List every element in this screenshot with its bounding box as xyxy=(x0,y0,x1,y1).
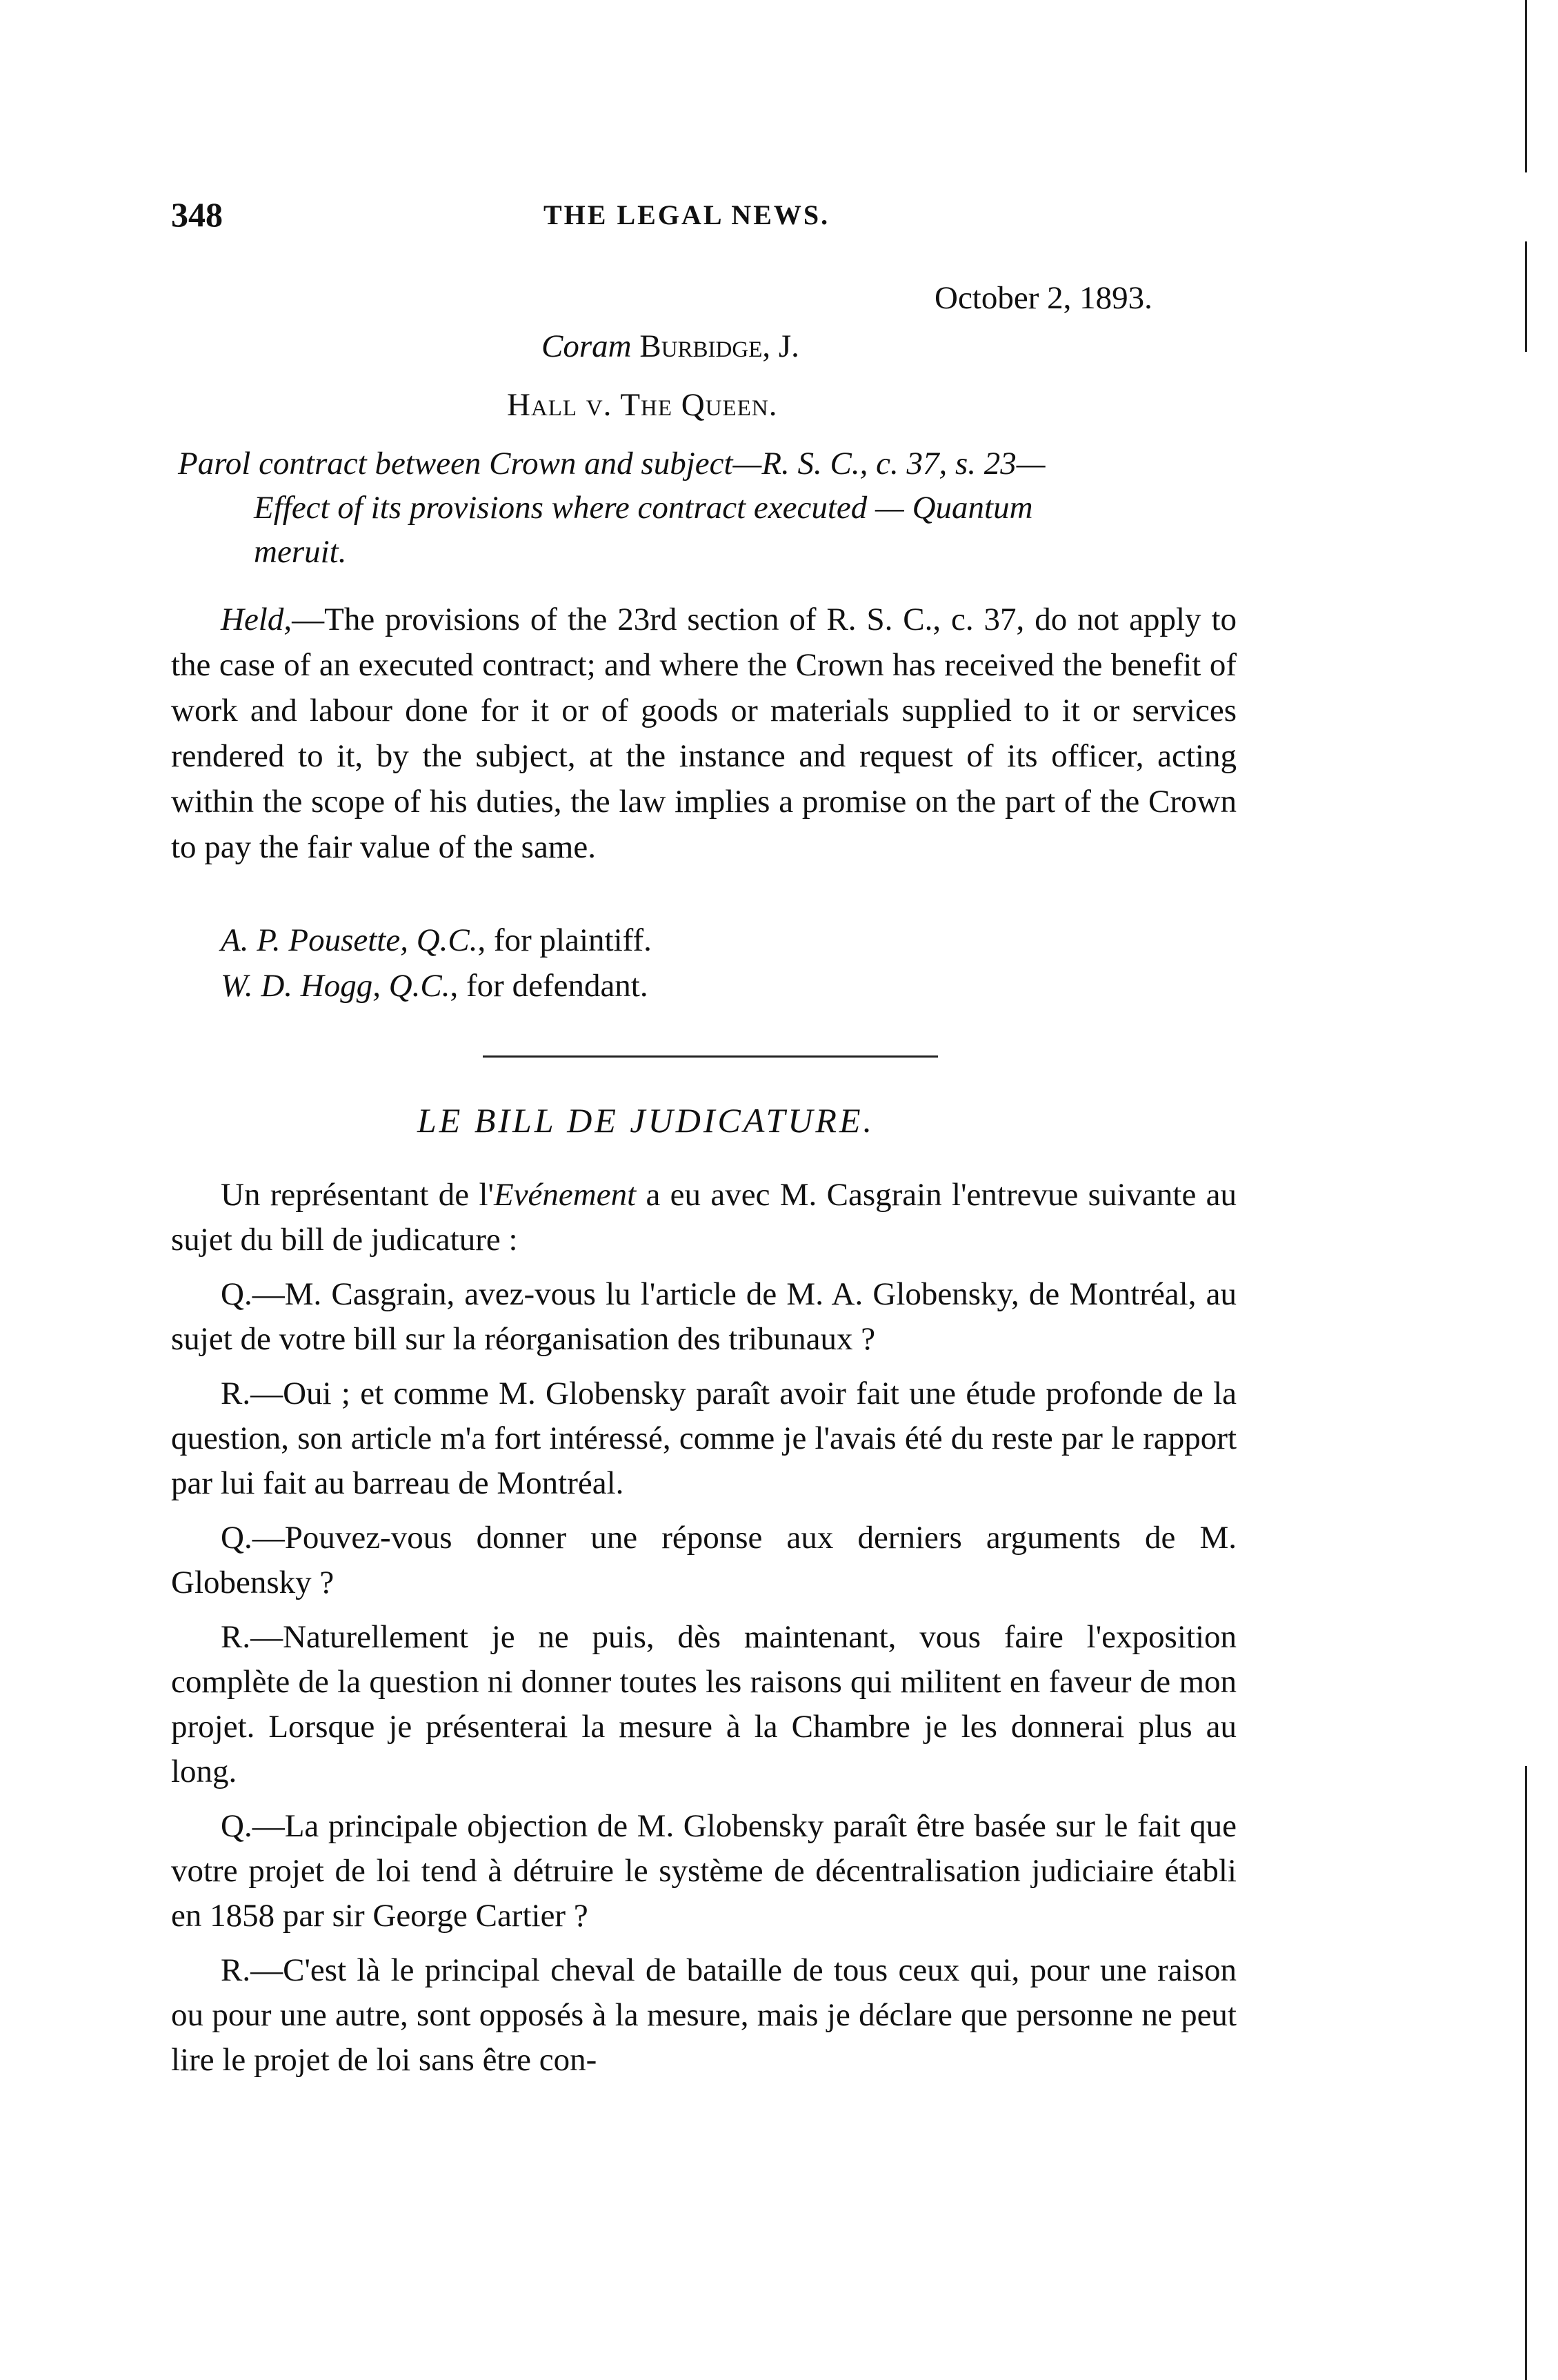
interview-paragraph: Q.—Pouvez-vous donner une réponse aux derniers arguments de M. Globensky ? xyxy=(171,1520,1237,1600)
coram-prefix: Coram xyxy=(541,328,632,364)
headnote xyxy=(178,442,1237,574)
article-body xyxy=(171,1173,1237,2092)
coram-judge: Burbidge, J. xyxy=(639,328,799,364)
held-label: Held, xyxy=(221,602,292,637)
intro-text: Un représentant de l' xyxy=(221,1177,494,1213)
article-intro xyxy=(171,1173,1237,1262)
newspaper-name: Evénement xyxy=(493,1177,637,1213)
case-title: Hall v. The Queen. xyxy=(507,387,778,423)
held-text: —The provisions of the 23rd section of R. S. C., c. 37, do not apply to the case of an executed contract; and where the Crown has received the benefit of work and labour done for it or of goods or materials supplied to it or services rendered to it, by the subject, at the instance and request of its officer, acting within the scope of his duties, the law implies a promise on the part of the Crown to pay the fair value of the same. xyxy=(171,602,1237,865)
counsel-line xyxy=(221,963,652,1009)
coram-line xyxy=(541,328,799,365)
scan-edge-line xyxy=(1525,0,1527,172)
running-head xyxy=(171,195,1237,243)
headnote-line: Effect of its provisions where contract executed — Quantum xyxy=(254,490,1033,526)
counsel-name: W. D. Hogg, Q.C. xyxy=(221,968,450,1004)
counsel-name: A. P. Pousette, Q.C. xyxy=(221,922,478,958)
counsel-role: , for defendant. xyxy=(450,968,648,1004)
article-title: LE BILL DE JUDICATURE. xyxy=(417,1101,875,1140)
interview-paragraph: R.—C'est là le principal cheval de bataille de tous ceux qui, pour une raison ou pour une autre, sont opposés à la mesure, mais je déclare que personne ne peut lire le projet de loi sans être con- xyxy=(171,1952,1237,2078)
section-divider xyxy=(483,1055,938,1058)
interview-paragraph: R.—Oui ; et comme M. Globensky paraît avoir fait une étude profonde de la question, son article m'a fort intéressé, comme je l'avais été du reste par le rapport par lui fait au barreau de Montréal. xyxy=(171,1376,1237,1501)
scan-edge-line xyxy=(1525,241,1527,352)
journal-title: THE LEGAL NEWS. xyxy=(543,199,830,230)
counsel-list xyxy=(221,918,652,1009)
interview-paragraph: R.—Naturellement je ne puis, dès maintenant, vous faire l'exposition complète de la question ni donner toutes les raisons qui militent en faveur de mon projet. Lorsque je présenterai la mesure à la Chambre je les donnerai plus au long. xyxy=(171,1619,1237,1789)
page-number: 348 xyxy=(171,195,223,234)
intro-text: a eu avec M. Casgrain l'entrevue suivante au sujet du bill de judicature : xyxy=(171,1177,1237,1258)
interview-paragraph: Q.—La principale objection de M. Globensky paraît être basée sur le fait que votre projet de loi tend à détruire le système de décentralisation judiciaire établi en 1858 par sir George Cartier ? xyxy=(171,1808,1237,1934)
case-date: October 2, 1893. xyxy=(935,280,1152,316)
counsel-line xyxy=(221,918,652,963)
interview-paragraph: Q.—M. Casgrain, avez-vous lu l'article de M. A. Globensky, de Montréal, au sujet de votre bill sur la réorganisation des tribunaux ? xyxy=(171,1276,1237,1357)
scan-edge-line xyxy=(1525,1766,1527,2380)
counsel-role: , for plaintiff. xyxy=(477,922,652,958)
held-paragraph xyxy=(171,597,1237,870)
headnote-line: meruit. xyxy=(254,534,347,570)
headnote-line: Parol contract between Crown and subject—R. S. C., c. 37, s. 23— xyxy=(178,446,1046,482)
